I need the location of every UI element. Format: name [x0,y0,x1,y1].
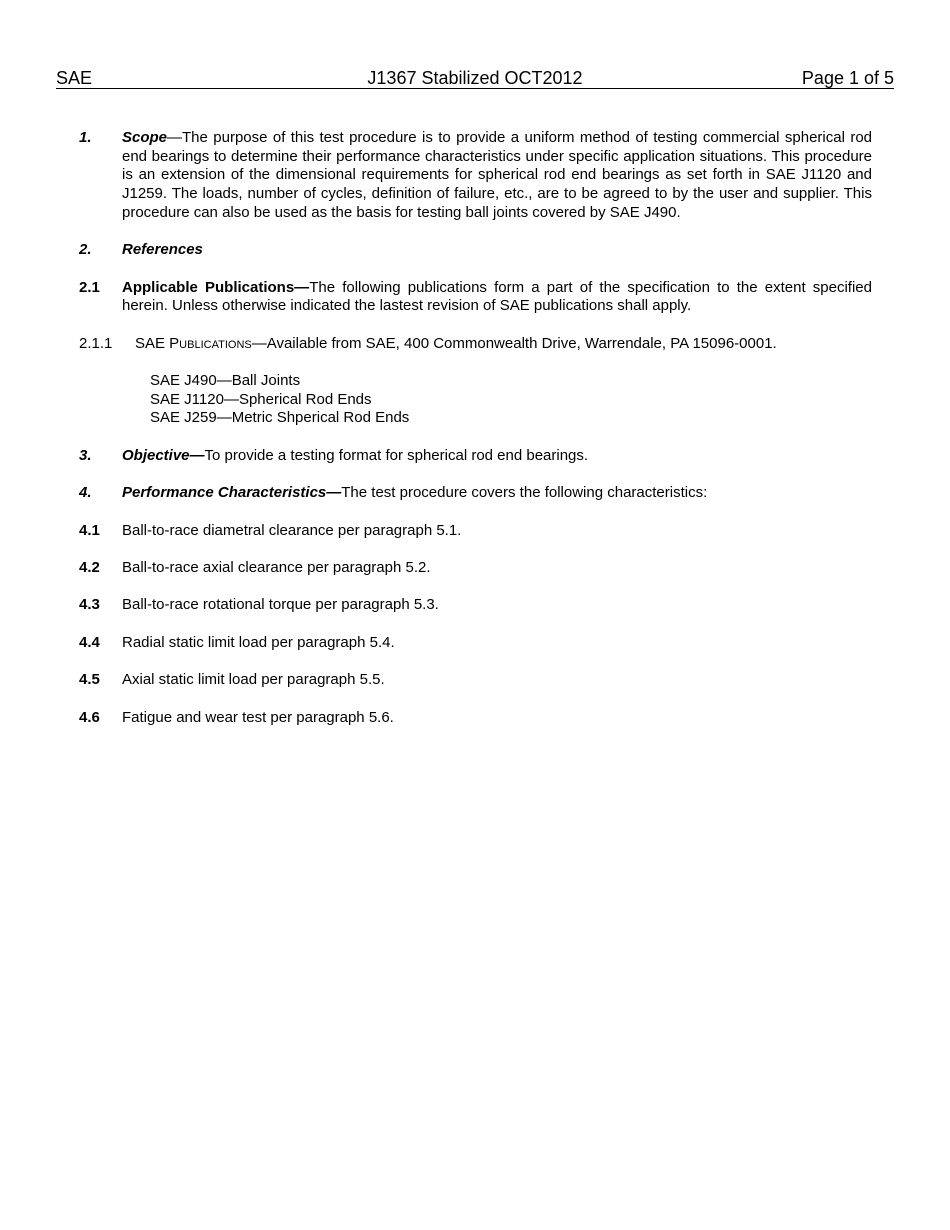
section-text: The test procedure covers the following characteristics: [341,484,708,502]
section-4-5 [79,671,872,690]
section-text: —Available from SAE, 400 Commonwealth Drive, Warrendale, PA 15096-0001. [251,334,777,352]
section-text: The following publications form a part of the specification to the extent specified herein. Unless otherwise indicated the lastest revision of SAE publications shall apply. [122,278,872,315]
section-title: Applicable Publications— [122,278,310,296]
section-number: 2.1.1 [79,334,113,352]
list-item: SAE J490—Ball Joints [150,372,301,390]
section-text: Ball-to-race axial clearance per paragraph 5.2. [122,559,431,577]
section-title: Scope [122,129,168,146]
section-text: —The purpose of this test procedure is to provide a uniform method of testing commercial spherical rod end bearings to determine their performance characteristics under specific application situations. This procedure is an extension of the dimensional requirements for spherical rod end bearings as set forth in SAE J1120 and J1259. The loads, number of cycles, definition of failure, etc., are to be agreed to by the user and supplier. This procedure can also be used as the basis for testing ball joints covered by SAE J490. [122,129,872,221]
section-text: To provide a testing format for spherical rod end bearings. [204,446,589,464]
section-3-objective [79,447,872,466]
list-item: SAE J1120—Spherical Rod Ends [150,390,372,408]
section-text: Ball-to-race diametral clearance per paragraph 5.1. [122,521,462,539]
section-title: Objective— [122,446,205,464]
section-4-performance-characteristics [79,484,872,503]
list-item: SAE J259—Metric Shperical Rod Ends [150,409,410,427]
section-4-3 [79,596,872,615]
publication-list [79,372,872,428]
section-number: 4.2 [79,559,100,577]
section-2-1-1-sae-publications [79,335,872,354]
section-number: 1. [79,129,92,146]
section-number: 4.6 [79,708,100,726]
section-2-1-applicable-publications [79,279,872,316]
section-4-6 [79,709,872,728]
section-number: 4.5 [79,671,100,689]
section-title: SAE Publications [135,334,252,352]
section-text: Ball-to-race rotational torque per paragraph 5.3. [122,596,439,614]
section-4-4 [79,634,872,653]
document-body [79,129,872,727]
section-title: Performance Characteristics— [122,484,342,502]
section-number: 2. [79,241,92,259]
section-number: 4. [79,484,92,502]
section-number: 3. [79,446,92,464]
section-4-2 [79,559,872,578]
section-2-references [79,241,872,260]
section-text: Radial static limit load per paragraph 5.4. [122,633,395,651]
header-org: SAE [56,68,93,88]
section-1-scope [79,129,872,223]
section-number: 4.3 [79,596,100,614]
header-page-number: Page 1 of 5 [801,68,894,88]
page-header [56,68,894,89]
section-number: 2.1 [79,278,100,296]
section-number: 4.1 [79,521,100,539]
section-number: 4.4 [79,633,100,651]
header-doc-id: J1367 Stabilized OCT2012 [367,68,583,88]
section-title: References [122,241,203,259]
section-text: Axial static limit load per paragraph 5.5. [122,671,385,689]
section-text: Fatigue and wear test per paragraph 5.6. [122,708,394,726]
section-4-1 [79,522,872,541]
